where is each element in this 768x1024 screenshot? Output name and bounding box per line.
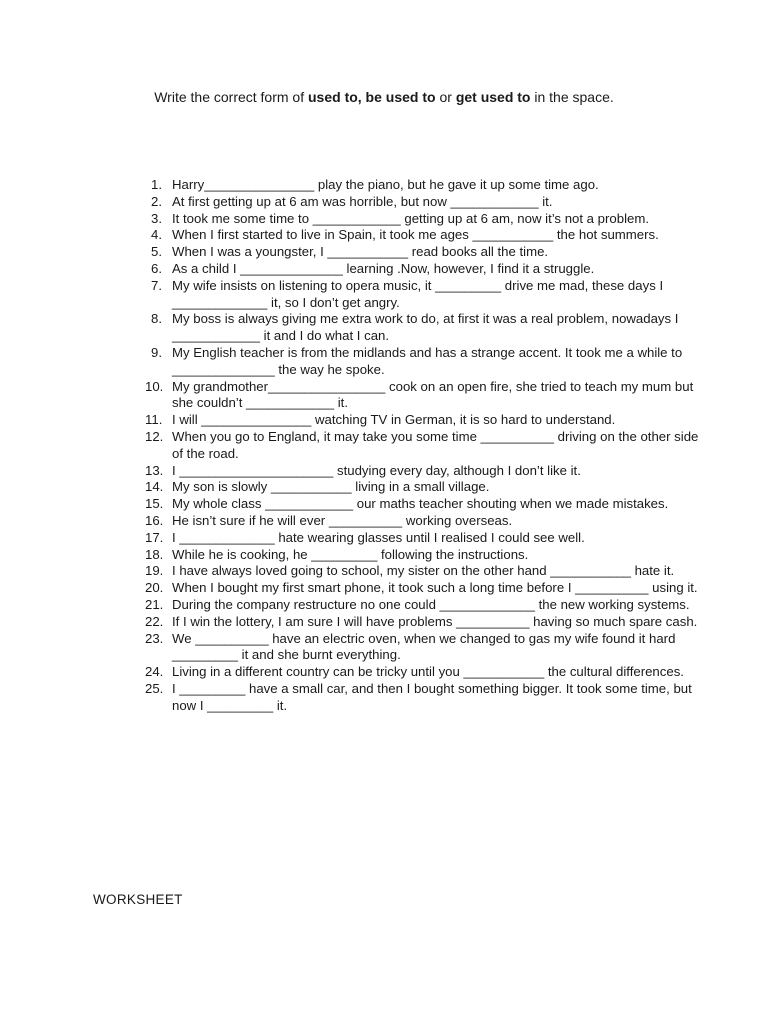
question-text: When I first started to live in Spain, it took me ages ___________ the hot summers.: [172, 227, 659, 243]
question-text: I _____________ hate wearing glasses until I realised I could see well.: [172, 529, 585, 545]
question-number: 1.: [151, 177, 162, 192]
question-text: I will _______________ watching TV in German, it is so hard to understand.: [172, 412, 616, 428]
question-item: [145, 547, 705, 564]
question-text: During the company restructure no one could _____________ the new working systems.: [172, 596, 690, 612]
instruction-text-2: or: [435, 89, 456, 105]
question-item: [145, 580, 705, 597]
question-number: 16.: [145, 512, 164, 528]
question-item: [145, 631, 705, 665]
question-number: 13.: [145, 462, 164, 478]
question-text: We __________ have an electric oven, when we changed to gas my wife found it hard _________ it and she burnt everything.: [172, 630, 676, 663]
question-text: My grandmother________________ cook on an open fire, she tried to teach my mum but she couldn’t ____________ it.: [172, 378, 694, 411]
question-item: [145, 261, 705, 278]
question-text: When I was a youngster, I ___________ read books all the time.: [172, 244, 549, 260]
question-text: At first getting up at 6 am was horrible, but now ____________ it.: [172, 193, 553, 209]
question-number: 8.: [151, 311, 162, 327]
question-text: I _________ have a small car, and then I bought something bigger. It took some time, but now I _________ it.: [172, 680, 692, 713]
question-text: He isn’t sure if he will ever __________ working overseas.: [172, 512, 513, 528]
question-item: [145, 345, 705, 379]
question-item: [145, 194, 705, 211]
question-number: 15.: [145, 496, 164, 512]
question-number: 24.: [145, 664, 164, 680]
question-number: 21.: [145, 596, 164, 612]
question-item: [145, 379, 705, 413]
question-text: Harry_______________ play the piano, but he gave it up some time ago.: [172, 177, 599, 192]
question-text: My boss is always giving me extra work to do, at first it was a real problem, nowadays I ____________ it and I do what I can.: [172, 311, 679, 344]
question-text: As a child I ______________ learning .Now, however, I find it a struggle.: [172, 260, 595, 276]
instruction-text-3: in the space.: [530, 89, 614, 105]
question-number: 25.: [145, 680, 164, 696]
question-item: [145, 311, 705, 345]
question-item: [145, 530, 705, 547]
question-item: [145, 597, 705, 614]
question-number: 12.: [145, 428, 164, 444]
question-number: 6.: [151, 260, 162, 276]
question-item: [145, 496, 705, 513]
question-text: I _____________________ studying every day, although I don’t like it.: [172, 462, 581, 478]
question-item: [145, 227, 705, 244]
instruction-term-used-to: used to, be used to: [308, 89, 436, 105]
question-item: [145, 563, 705, 580]
question-number: 22.: [145, 613, 164, 629]
question-number: 10.: [145, 378, 164, 394]
question-item: [145, 479, 705, 496]
question-number: 19.: [145, 563, 164, 579]
question-text: My English teacher is from the midlands and has a strange accent. It took me a while to ______________ the way he spoke.: [172, 344, 683, 377]
question-text: My son is slowly ___________ living in a small village.: [172, 479, 490, 495]
question-text: When I bought my first smart phone, it took such a long time before I __________ using it.: [172, 580, 698, 596]
question-number: 2.: [151, 193, 162, 209]
question-item: [145, 614, 705, 631]
question-text: When you go to England, it may take you some time __________ driving on the other side of the road.: [172, 428, 699, 461]
question-text: Living in a different country can be tricky until you ___________ the cultural differences.: [172, 664, 684, 680]
question-item: [145, 211, 705, 228]
question-number: 23.: [145, 630, 164, 646]
question-number: 11.: [145, 412, 163, 428]
question-text: It took me some time to ____________ getting up at 6 am, now it’s not a problem.: [172, 210, 649, 226]
question-item: [145, 463, 705, 480]
instruction-text-1: Write the correct form of: [154, 89, 308, 105]
question-item: [145, 412, 705, 429]
question-text: I have always loved going to school, my sister on the other hand ___________ hate it.: [172, 563, 675, 579]
question-number: 3.: [151, 210, 162, 226]
question-item: [145, 681, 705, 715]
question-number: 20.: [145, 580, 164, 596]
question-item: [145, 244, 705, 261]
question-number: 14.: [145, 479, 164, 495]
question-text: While he is cooking, he _________ following the instructions.: [172, 546, 529, 562]
question-list: [145, 177, 705, 715]
question-number: 4.: [151, 227, 162, 243]
question-item: [145, 429, 705, 463]
footer-label: WORKSHEET: [93, 892, 183, 907]
question-item: [145, 278, 705, 312]
question-number: 9.: [151, 344, 162, 360]
question-text: My wife insists on listening to opera music, it _________ drive me mad, these days I _____________ it, so I don’t get angry.: [172, 277, 664, 310]
question-item: [145, 664, 705, 681]
question-number: 17.: [145, 529, 164, 545]
question-item: [145, 513, 705, 530]
question-item: [145, 177, 705, 194]
instruction-line: [0, 88, 768, 106]
question-text: My whole class ____________ our maths teacher shouting when we made mistakes.: [172, 496, 669, 512]
question-number: 7.: [151, 277, 162, 293]
question-text: If I win the lottery, I am sure I will have problems __________ having so much spare cash.: [172, 613, 698, 629]
question-number: 5.: [151, 244, 162, 260]
instruction-term-get-used-to: get used to: [455, 89, 531, 105]
question-number: 18.: [145, 546, 164, 562]
